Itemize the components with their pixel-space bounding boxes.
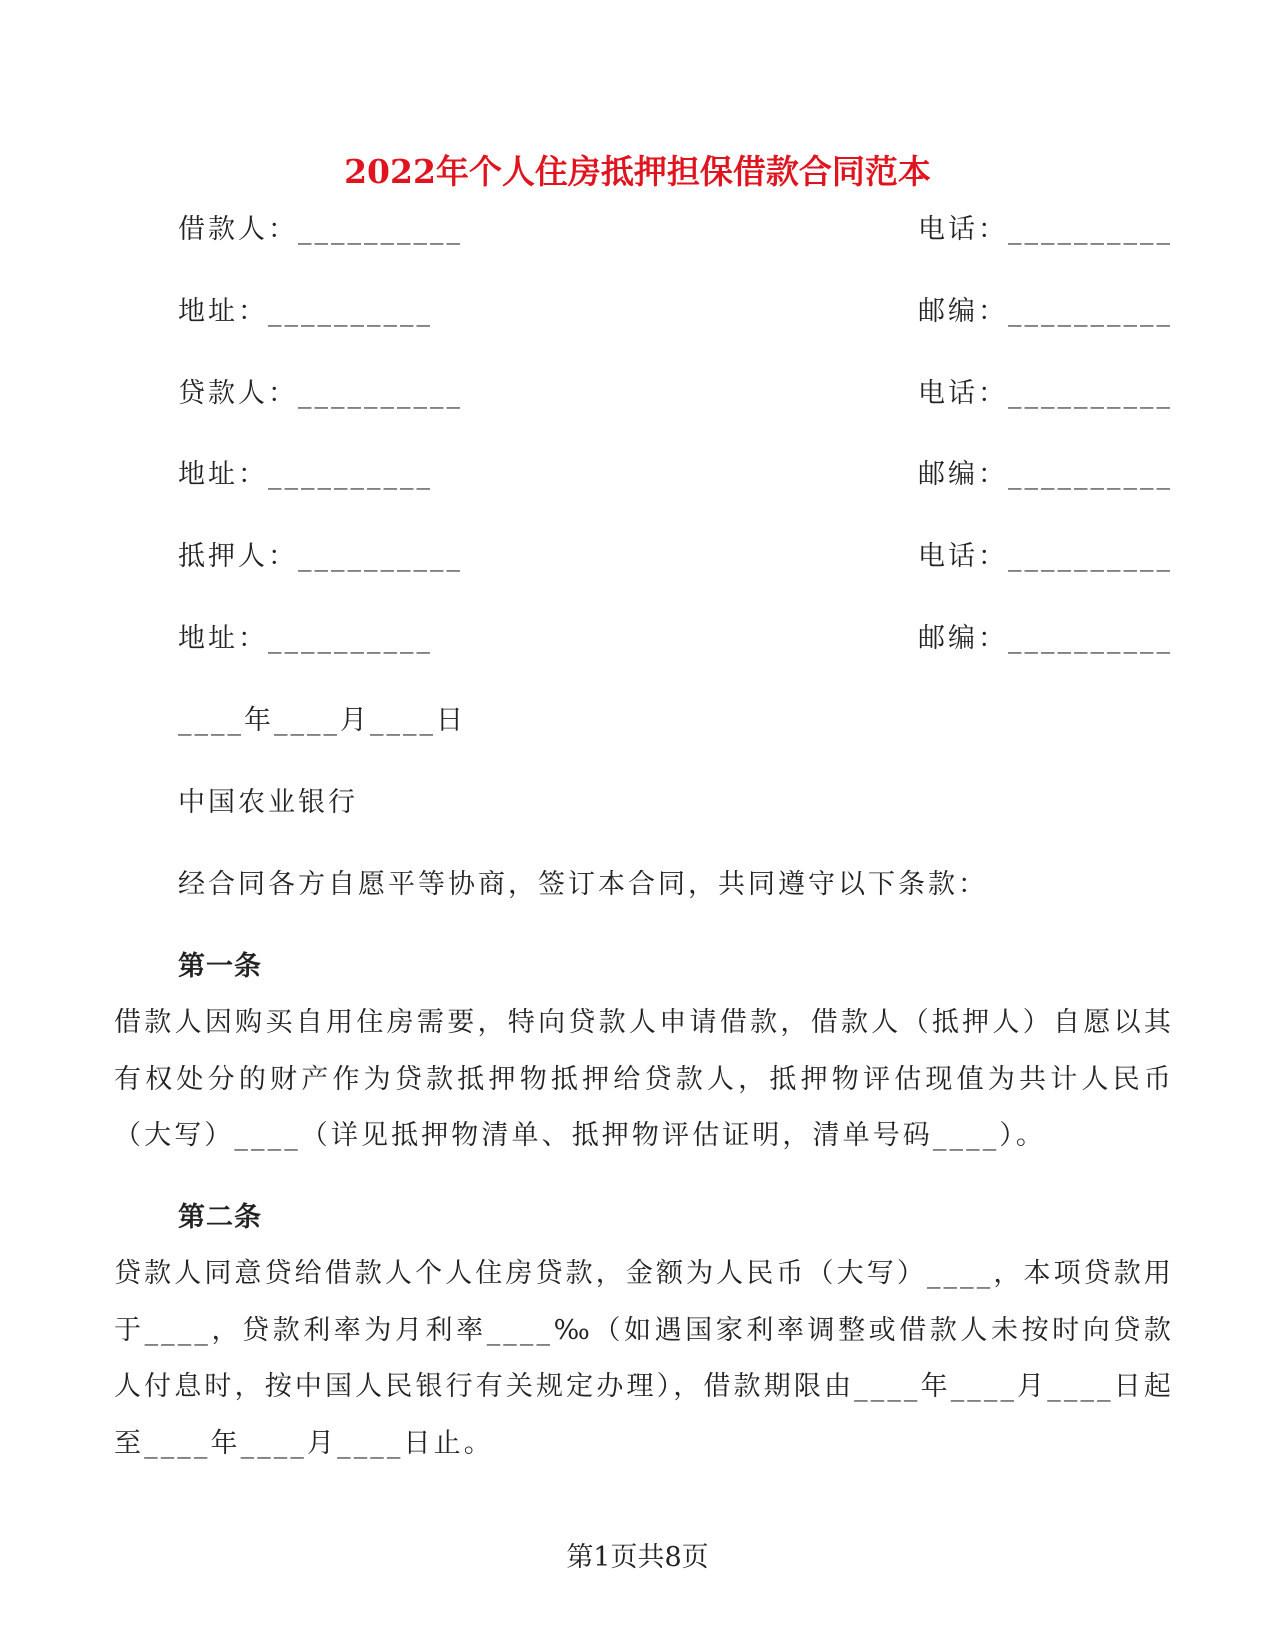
article-2-heading: 第二条 xyxy=(178,1202,262,1233)
borrower-phone-field: 电话：__________ xyxy=(918,214,1173,245)
date-line: ____年____月____日 xyxy=(178,705,466,736)
borrower-address-field: 地址：__________ xyxy=(178,296,433,327)
mortgagor-phone-field: 电话：__________ xyxy=(918,541,1173,572)
mortgagor-postcode-field: 邮编：__________ xyxy=(918,623,1173,654)
lender-phone-field: 电话：__________ xyxy=(918,378,1173,409)
lender-address-field: 地址：__________ xyxy=(178,459,433,490)
lender-postcode-field: 邮编：__________ xyxy=(918,459,1173,490)
document-title: 2022年个人住房抵押担保借款合同范本 xyxy=(344,152,931,191)
mortgagor-address-field: 地址：__________ xyxy=(178,623,433,654)
article-2-text: 贷款人同意贷给借款人个人住房贷款，金额为人民币（大写）____，本项贷款用于____，贷款利率为月利率____‰（如遇国家利率调整或借款人未按时向贷款人付息时，按中国人民银行有关规定办理），借款期限由____年____月____日起至____年____月____日止。 xyxy=(114,1258,1174,1459)
intro-text: 经合同各方自愿平等协商，签订本合同，共同遵守以下条款： xyxy=(178,869,988,900)
lender-field: 贷款人：__________ xyxy=(178,378,463,409)
mortgagor-field: 抵押人：__________ xyxy=(178,541,463,572)
borrower-postcode-field: 邮编：__________ xyxy=(918,296,1173,327)
borrower-field: 借款人：__________ xyxy=(178,214,463,245)
article-1-heading: 第一条 xyxy=(178,951,262,982)
article-1-text: 借款人因购买自用住房需要，特向贷款人申请借款，借款人（抵押人）自愿以其有权处分的财产作为贷款抵押物抵押给贷款人，抵押物评估现值为共计人民币（大写）____（详见抵押物清单、抵押物评估证明，清单号码____）。 xyxy=(114,1007,1174,1151)
page-footer: 第1页共8页 xyxy=(566,1542,709,1573)
bank-name: 中国农业银行 xyxy=(178,787,358,818)
